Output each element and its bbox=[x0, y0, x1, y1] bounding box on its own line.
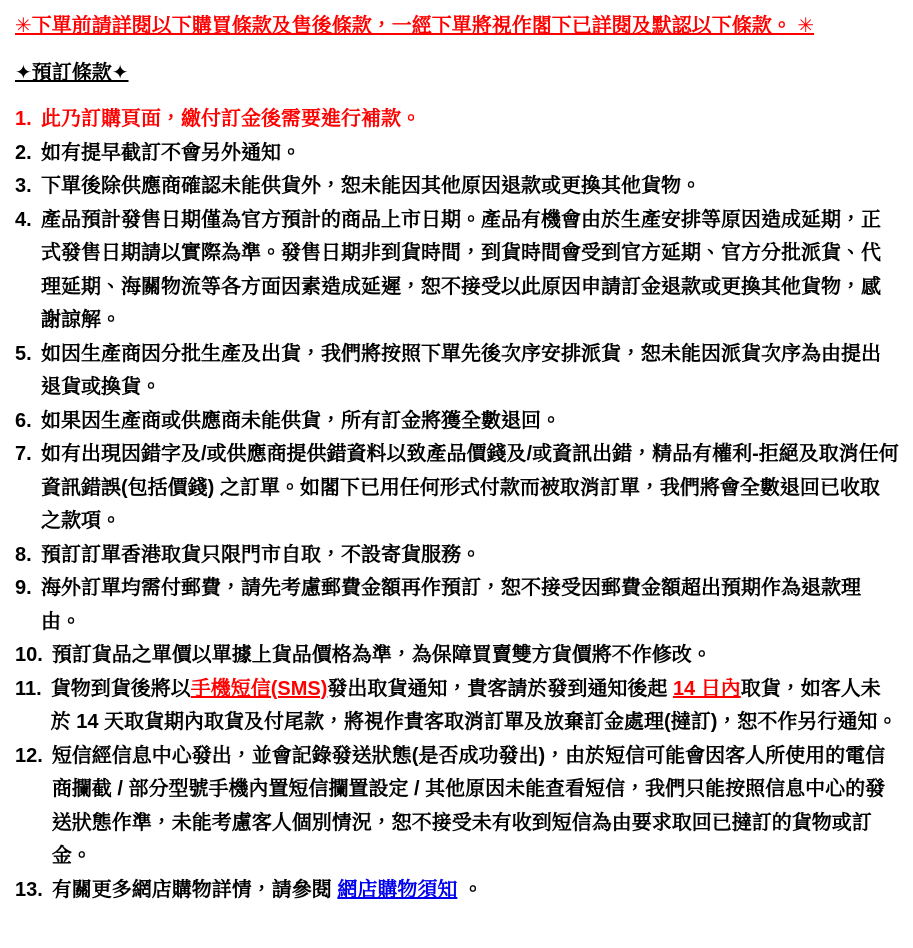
term-text-segment: 如果因生產商或供應商未能供貨，所有訂金將獲全數退回。 bbox=[41, 409, 561, 432]
term-number: 10. bbox=[15, 644, 43, 666]
term-text bbox=[52, 740, 899, 874]
term-item bbox=[15, 740, 899, 874]
term-number: 9. bbox=[15, 577, 32, 599]
term-text-segment: 取貨，如客人未於 14 天取貨期內取貨及付尾款，將視作貴客取消訂單及放棄訂金處理(撻訂)，恕不作另行通知。 bbox=[50, 677, 898, 733]
term-number: 5. bbox=[15, 342, 32, 365]
term-text bbox=[41, 170, 899, 204]
term-text-segment: 如有出現因錯字及/或供應商提供錯資料以致產品價錢及/或資訊出錯，精品有權利-拒絕及取消任何資訊錯誤(包括價錢) 之訂單。如閣下已用任何形式付款而被取消訂單，我們將會全數退回已收取之款項。 bbox=[41, 443, 899, 532]
term-text-segment: 預訂訂單香港取貨只限門市自取，不設寄貨服務。 bbox=[41, 543, 481, 566]
term-item bbox=[15, 137, 899, 171]
term-text-segment: 。 bbox=[457, 878, 483, 901]
term-text-segment: 如有提早截訂不會另外通知。 bbox=[41, 141, 301, 164]
term-text-segment: 預訂貨品之單價以單據上貨品價格為準，為保障買賣雙方貨價將不作修改。 bbox=[51, 644, 712, 666]
term-item bbox=[15, 673, 899, 740]
term-text-segment: 下單後除供應商確認未能供貨外，恕未能因其他原因退款或更換其他貨物。 bbox=[41, 175, 701, 197]
term-text bbox=[41, 103, 899, 137]
term-text bbox=[41, 572, 899, 639]
term-item bbox=[15, 103, 899, 137]
term-text bbox=[41, 338, 899, 405]
term-text bbox=[41, 204, 899, 338]
term-number: 7. bbox=[15, 443, 32, 465]
term-text-segment: 有關更多網店購物詳情，請參閱 bbox=[51, 878, 338, 901]
term-number: 13. bbox=[15, 878, 43, 901]
term-text-segment: 產品預計發售日期僅為官方預計的商品上市日期。產品有機會由於生產安排等原因造成延期，正式發售日期請以實際為準。發售日期非到貨時間，到貨時間會受到官方延期、官方分批派貨、代理延期、海關物流等各方面因素造成延遲，恕不接受以此原因申請訂金退款或更換其他貨物，感謝諒解。 bbox=[41, 208, 881, 331]
term-text-segment: 海外訂單均需付郵費，請先考慮郵費金額再作預訂，恕不接受因郵費金額超出預期作為退款理由。 bbox=[41, 577, 861, 633]
preorder-terms-title: ✦預訂條款✦ bbox=[15, 61, 129, 84]
term-number: 11. bbox=[15, 677, 42, 700]
term-item bbox=[15, 539, 899, 573]
term-text bbox=[52, 874, 899, 908]
term-text-segment: 手機短信(SMS) bbox=[190, 677, 328, 700]
term-number: 1. bbox=[15, 108, 32, 130]
term-item bbox=[15, 438, 899, 539]
term-item bbox=[15, 572, 899, 639]
term-text bbox=[41, 405, 899, 439]
terms-list bbox=[15, 103, 899, 907]
term-text-segment: 14 日內 bbox=[672, 677, 741, 700]
term-item bbox=[15, 639, 899, 673]
term-number: 2. bbox=[15, 141, 32, 164]
pre-purchase-warning-banner: ✳下單前請詳閱以下購買條款及售後條款，一經下單將視作閣下已詳閱及默認以下條款。 ✳ bbox=[15, 15, 815, 37]
term-text bbox=[51, 673, 899, 740]
term-text-segment: 此乃訂購頁面，繳付訂金後需要進行補款。 bbox=[41, 108, 421, 130]
term-text bbox=[52, 639, 899, 673]
term-item bbox=[15, 338, 899, 405]
term-number: 6. bbox=[15, 409, 32, 432]
term-number: 12. bbox=[15, 744, 43, 767]
term-item bbox=[15, 170, 899, 204]
store-shopping-notice-link[interactable]: 網店購物須知 bbox=[337, 878, 458, 901]
term-number: 8. bbox=[15, 543, 32, 566]
term-text-segment: 短信經信息中心發出，並會記錄發送狀態(是否成功發出)，由於短信可能會因客人所使用的電信商攔截 / 部分型號手機內置短信攔置設定 / 其他原因未能查看短信，我們只能按照信息中心的發送狀態作準，未能考慮客人個別情況，恕不接受未有收到短信為由要求取回已撻訂的貨物或訂金。 bbox=[51, 744, 886, 867]
term-item bbox=[15, 204, 899, 338]
term-item bbox=[15, 405, 899, 439]
term-text-segment: 貨物到貨後將以 bbox=[50, 677, 191, 700]
term-text bbox=[41, 539, 899, 573]
term-item bbox=[15, 874, 899, 908]
term-text-segment: 如因生產商因分批生產及出貨，我們將按照下單先後次序安排派貨，恕未能因派貨次序為由提出退貨或換貨。 bbox=[41, 342, 881, 398]
term-text-segment: 發出取貨通知，貴客請於發到通知後起 bbox=[327, 677, 673, 700]
term-text bbox=[41, 137, 899, 171]
term-text bbox=[41, 438, 899, 539]
term-number: 3. bbox=[15, 175, 32, 197]
term-number: 4. bbox=[15, 208, 32, 231]
